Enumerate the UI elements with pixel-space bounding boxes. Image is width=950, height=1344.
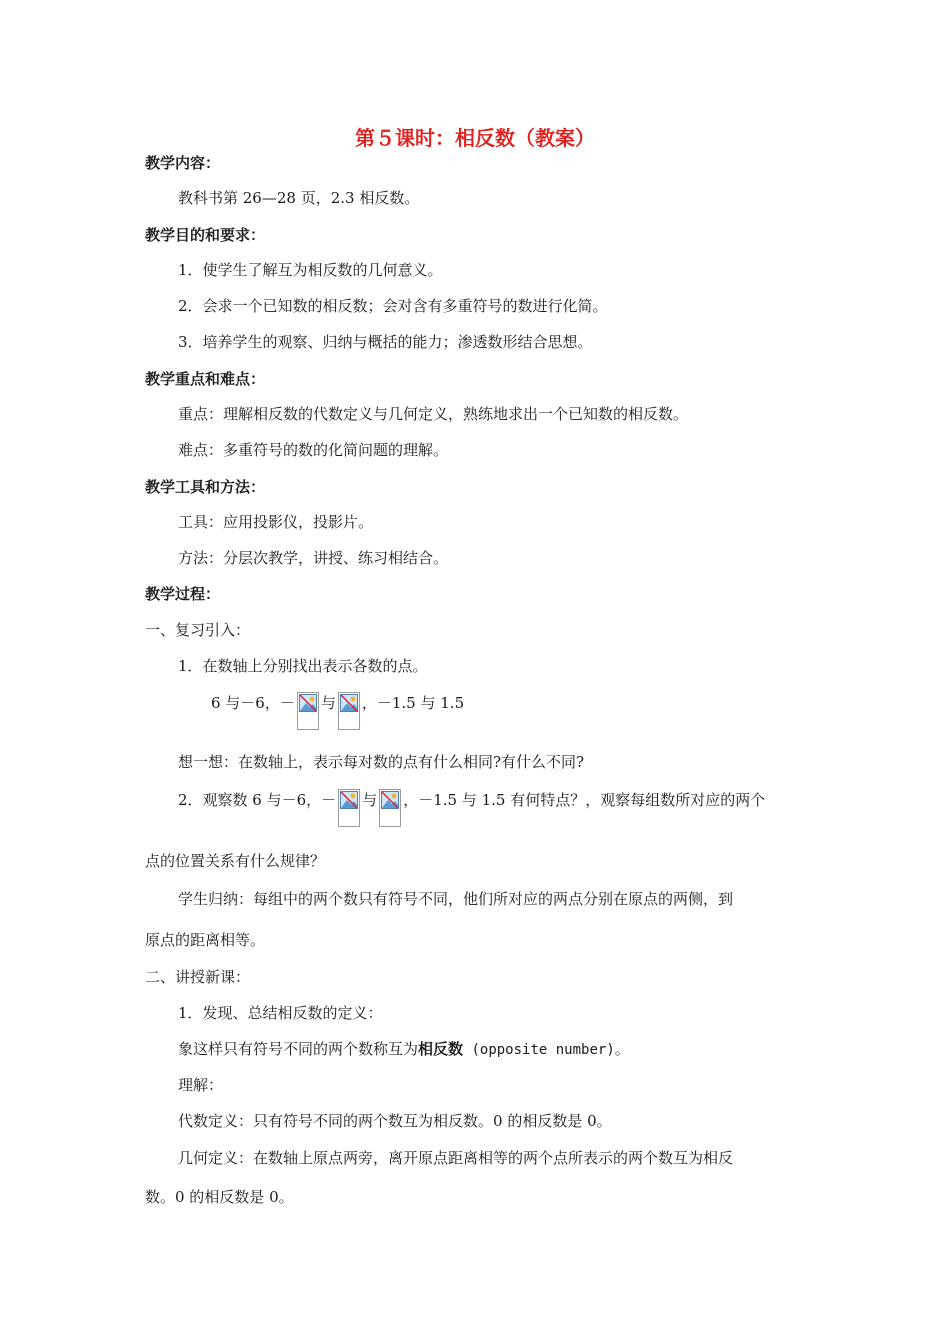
content-heading: 教学内容： [145, 154, 221, 172]
summary-continuation: 原点的距离相等。 [145, 931, 266, 949]
pairs-text-a: 6 与－6，－ [211, 694, 295, 712]
tools-text: 工具：应用投影仪，投影片。 [178, 513, 374, 531]
goal-item-2: 2．会求一个已知数的相反数；会对含有多重符号的数进行化简。 [178, 297, 608, 315]
pairs-text-c: ，－1.5 与 1.5 [361, 694, 465, 712]
part2-item-1: 1．发现、总结相反数的定义： [178, 1004, 383, 1022]
part1-item-1: 1．在数轴上分别找出表示各数的点。 [178, 657, 428, 675]
algebra-definition: 代数定义：只有符号不同的两个数互为相反数。0 的相反数是 0。 [178, 1112, 612, 1130]
content-text: 教科书第 26—28 页，2.3 相反数。 [178, 189, 420, 207]
part2-heading: 二、讲授新课： [145, 968, 251, 986]
missing-image-icon [379, 789, 401, 827]
definition-text: 象这样只有符号不同的两个数称互为 [178, 1040, 419, 1058]
tools-heading: 教学工具和方法： [145, 478, 266, 496]
part1-heading: 一、复习引入： [145, 621, 251, 639]
item2-text-b: 与 [362, 791, 378, 809]
item2-text-a: 2．观察数 6 与－6，－ [178, 791, 337, 809]
document-title: 第５课时：相反数（教案） [355, 126, 595, 150]
part1-item-2 [178, 789, 765, 827]
geometry-continuation: 数。0 的相反数是 0。 [145, 1188, 294, 1206]
item2-continuation: 点的位置关系有什么规律？ [145, 852, 326, 870]
understand-label: 理解： [178, 1076, 224, 1094]
goals-heading: 教学目的和要求： [145, 226, 266, 244]
definition-english: (opposite number) [463, 1042, 615, 1058]
process-heading: 教学过程： [145, 585, 221, 603]
missing-image-icon [297, 692, 319, 730]
geometry-definition: 几何定义：在数轴上原点两旁，离开原点距离相等的两个点所表示的两个数互为相反 [178, 1149, 734, 1167]
definition-line [178, 1038, 630, 1061]
think-text: 想一想：在数轴上，表示每对数的点有什么相同?有什么不同? [178, 753, 585, 771]
keypoint-text: 重点：理解相反数的代数定义与几何定义，熟练地求出一个已知数的相反数。 [178, 405, 689, 423]
number-pairs-line [211, 692, 464, 730]
difficulty-text: 难点：多重符号的数的化简问题的理解。 [178, 441, 449, 459]
goal-item-1: 1．使学生了解互为相反数的几何意义。 [178, 261, 443, 279]
goal-item-3: 3．培养学生的观察、归纳与概括的能力；渗透数形结合思想。 [178, 333, 593, 351]
item2-text-c: ，－1.5 与 1.5 有何特点？，观察每组数所对应的两个 [403, 791, 766, 809]
pairs-text-b: 与 [320, 694, 336, 712]
summary-text: 学生归纳：每组中的两个数只有符号不同，他们所对应的两点分别在原点的两侧，到 [178, 890, 734, 908]
definition-end: 。 [614, 1040, 630, 1058]
definition-term: 相反数 [418, 1040, 464, 1058]
methods-text: 方法：分层次教学，讲授、练习相结合。 [178, 549, 449, 567]
keypoints-heading: 教学重点和难点： [145, 370, 266, 388]
missing-image-icon [338, 789, 360, 827]
missing-image-icon [338, 692, 360, 730]
